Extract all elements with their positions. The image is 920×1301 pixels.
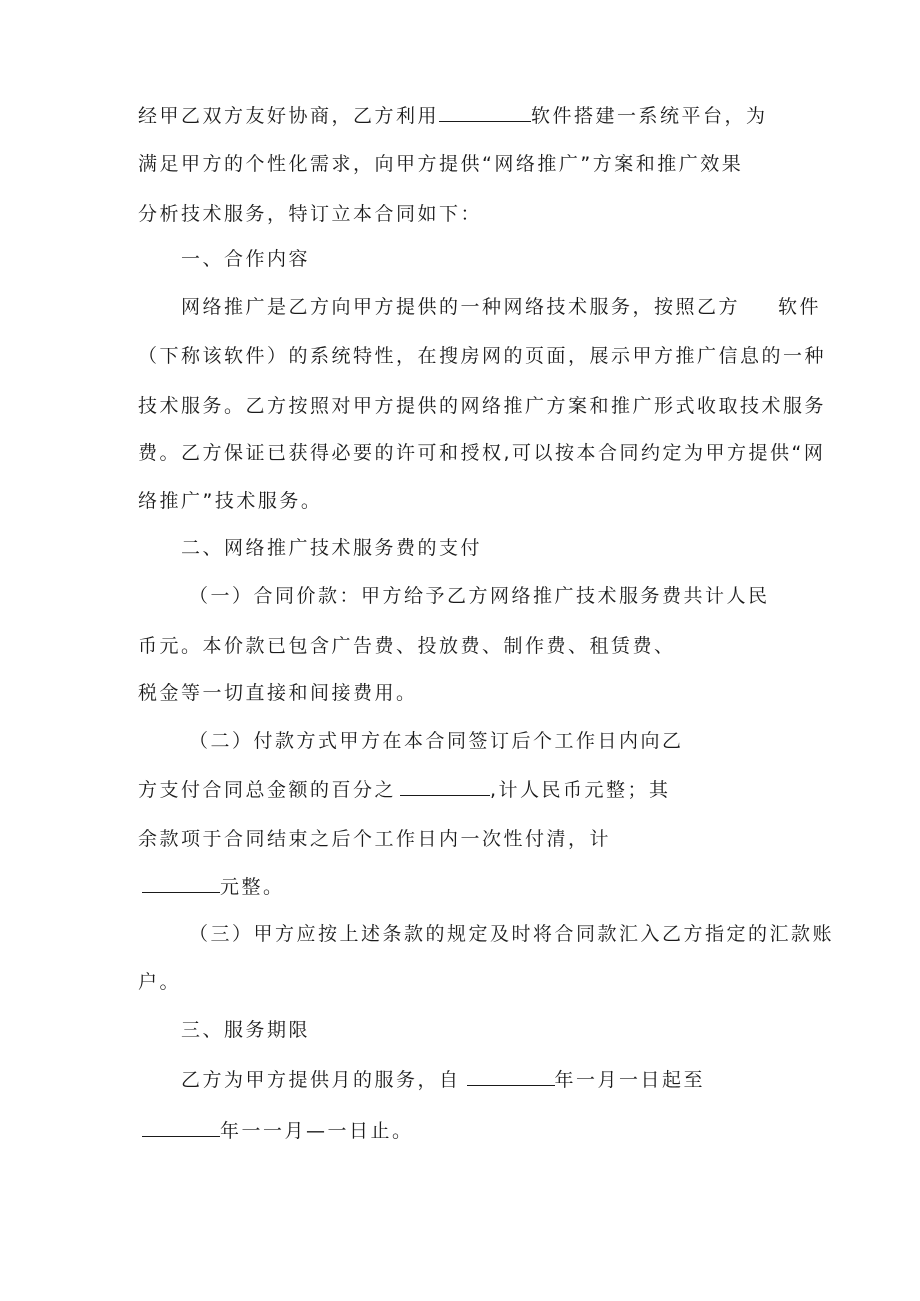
text-span: 经甲乙双方友好协商，乙方利用 (138, 105, 440, 127)
text-span: 年一一月—一日止。 (220, 1120, 414, 1142)
text-line: 费。乙方保证已获得必要的许可和授权,可以按本合同约定为甲方提供“网 (138, 442, 826, 464)
text-line: 分析技术服务，特订立本合同如下： (138, 203, 483, 225)
text-line: （下称该软件）的系统特性，在搜房网的页面，展示甲方推广信息的一种 (138, 345, 827, 367)
text-line: 余款项于合同结束之后个工作日内一次性付清，计 (138, 828, 612, 850)
text-span: ,计人民币元整；其 (490, 779, 671, 801)
text-span: 软件 (778, 296, 822, 318)
text-line (138, 103, 768, 128)
software-name-blank[interactable] (439, 103, 531, 122)
text-line (181, 295, 821, 319)
text-span: 乙方为甲方提供月的服务，自 (181, 1069, 461, 1091)
text-line: 满足甲方的个性化需求，向甲方提供“网络推广”方案和推广效果 (138, 153, 744, 175)
text-span: 年一月一日起至 (554, 1069, 706, 1091)
end-year-blank[interactable] (142, 1118, 220, 1137)
text-span: 方支付合同总金额的百分之 (138, 779, 397, 801)
percent-blank[interactable] (400, 777, 490, 796)
section-heading: 一、合作内容 (181, 248, 311, 270)
text-line: 户。 (138, 971, 182, 993)
text-span: 软件搭建一系统平台，为 (531, 105, 768, 127)
text-span: 元整。 (220, 876, 285, 898)
text-line: （一）合同价款：甲方给予乙方网络推广技术服务费共计人民 (189, 585, 770, 607)
text-line (181, 1067, 705, 1092)
text-line (142, 874, 285, 899)
text-line: （三）甲方应按上述条款的规定及时将合同款汇入乙方指定的汇款账 (189, 923, 835, 945)
text-line (138, 777, 671, 802)
amount-blank[interactable] (142, 874, 220, 893)
text-line: （二）付款方式甲方在本合同签订后个工作日内向乙 (189, 730, 684, 752)
text-line: 税金等一切直接和间接费用。 (138, 682, 418, 704)
text-span: 网络推广是乙方向甲方提供的一种网络技术服务，按照乙方 (181, 296, 741, 318)
section-heading: 三、服务期限 (181, 1019, 311, 1041)
text-line (142, 1118, 414, 1143)
text-line: 技术服务。乙方按照对甲方提供的网络推广方案和推广形式收取技术服务 (138, 395, 827, 417)
text-line: 币元。本价款已包含广告费、投放费、制作费、租赁费、 (138, 635, 676, 657)
text-line: 络推广”技术服务。 (138, 490, 323, 512)
section-heading: 二、网络推广技术服务费的支付 (181, 537, 483, 559)
start-year-blank[interactable] (467, 1067, 555, 1086)
